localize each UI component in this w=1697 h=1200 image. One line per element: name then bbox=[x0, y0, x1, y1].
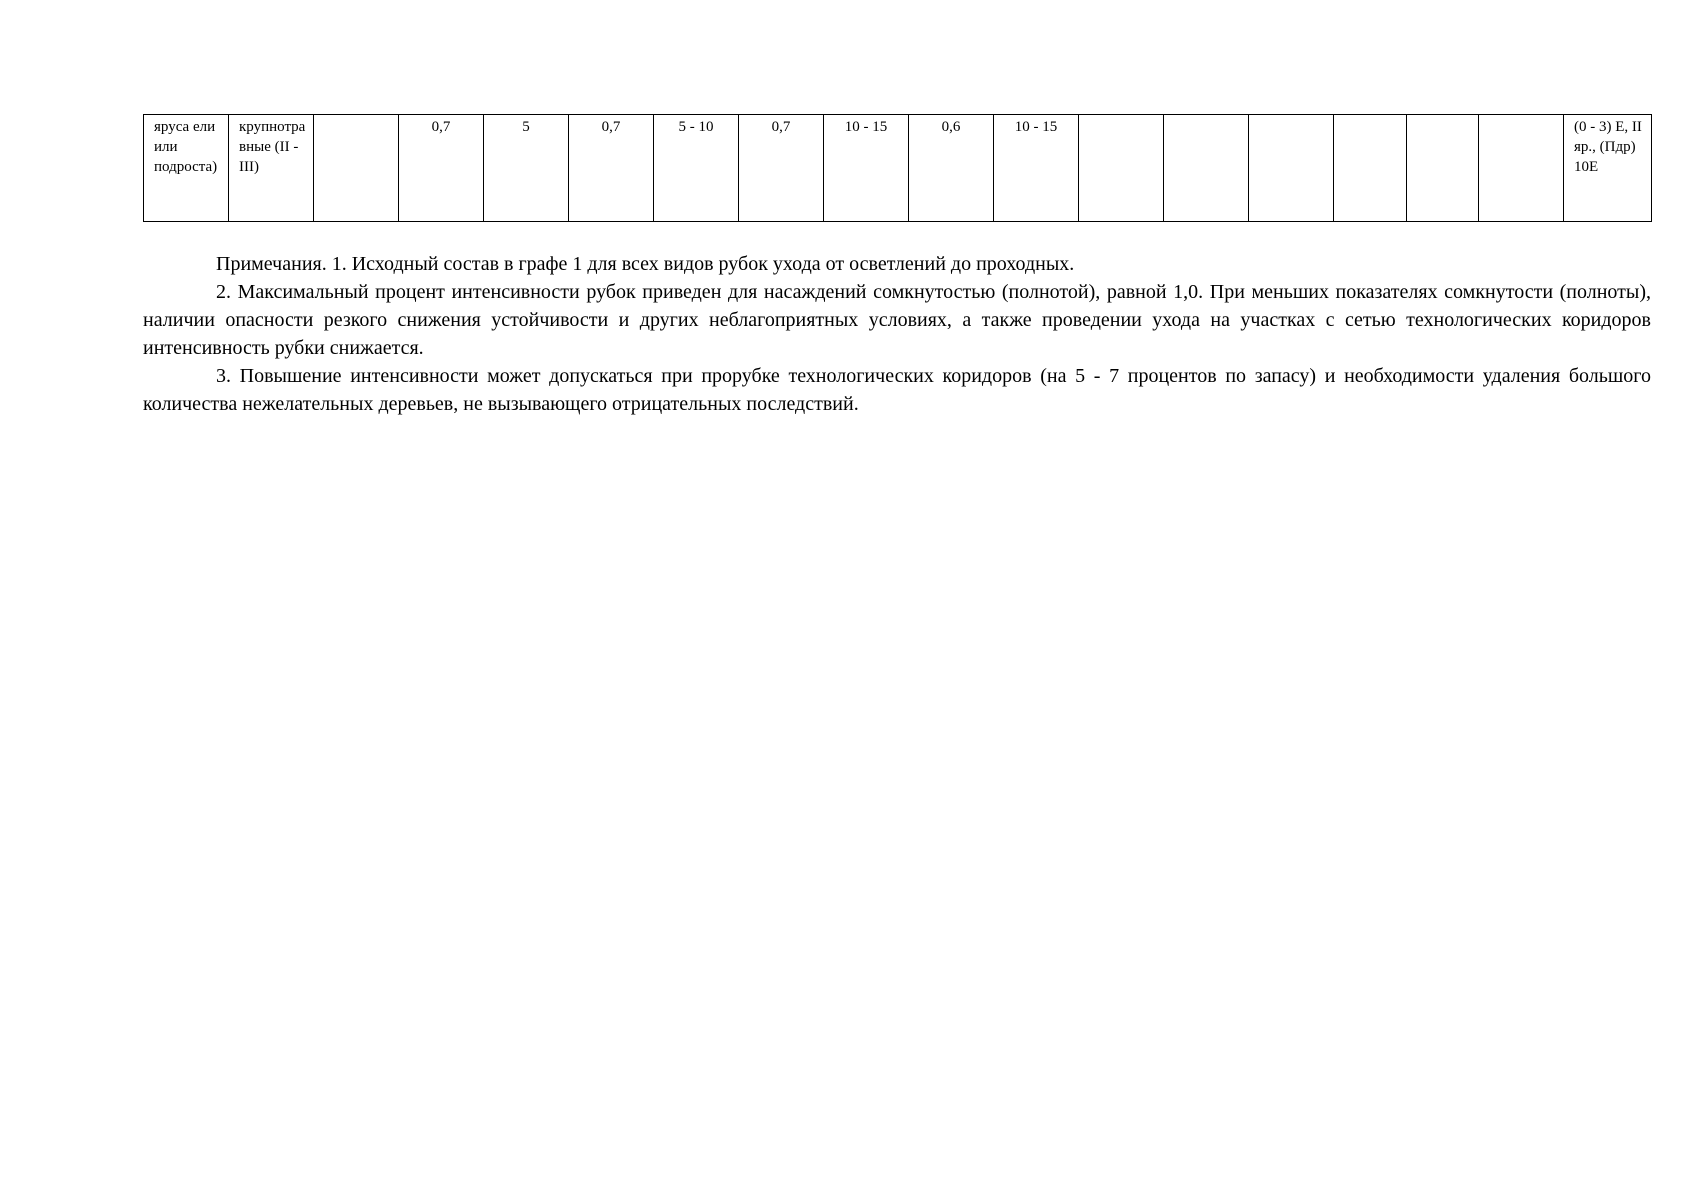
table-cell-14 bbox=[1249, 115, 1334, 222]
table-cell-8: 0,7 bbox=[739, 115, 824, 222]
table-cell-13 bbox=[1164, 115, 1249, 222]
notes-section bbox=[143, 250, 1651, 418]
data-table bbox=[143, 114, 1652, 222]
table-cell-4: 0,7 bbox=[399, 115, 484, 222]
table-cell-12 bbox=[1079, 115, 1164, 222]
table-cell-2: крупнотравные (II - III) bbox=[229, 115, 314, 222]
note-3: 3. Повышение интенсивности может допускаться при прорубке технологических коридоров (на 5 - 7 процентов по запасу) и необходимости удаления большого количества нежелательных деревьев, не вызывающего отрицательных последствий. bbox=[143, 365, 1651, 415]
table-row bbox=[144, 115, 1652, 222]
table-cell-5: 5 bbox=[484, 115, 569, 222]
table-cell-10: 0,6 bbox=[909, 115, 994, 222]
note-1: Примечания. 1. Исходный состав в графе 1 для всех видов рубок ухода от осветлений до проходных. bbox=[216, 253, 1075, 275]
table-cell-3 bbox=[314, 115, 399, 222]
note-2: 2. Максимальный процент интенсивности рубок приведен для насаждений сомкнутостью (полнотой), равной 1,0. При меньших показателях сомкнутости (полноты), наличии опасности резкого снижения устойчивости и других неблагоприятных условиях, а также проведении ухода на участках с сетью технологических коридоров интенсивность рубки снижается. bbox=[143, 281, 1651, 359]
table-cell-7: 5 - 10 bbox=[654, 115, 739, 222]
table-cell-11: 10 - 15 bbox=[994, 115, 1079, 222]
table-cell-1: яруса ели или подроста) bbox=[144, 115, 229, 222]
table-cell-18: (0 - 3) Е, II яр., (Пдр) 10Е bbox=[1564, 115, 1652, 222]
table-cell-15 bbox=[1334, 115, 1407, 222]
table-cell-17 bbox=[1479, 115, 1564, 222]
table-cell-6: 0,7 bbox=[569, 115, 654, 222]
table-cell-9: 10 - 15 bbox=[824, 115, 909, 222]
table-cell-16 bbox=[1407, 115, 1479, 222]
